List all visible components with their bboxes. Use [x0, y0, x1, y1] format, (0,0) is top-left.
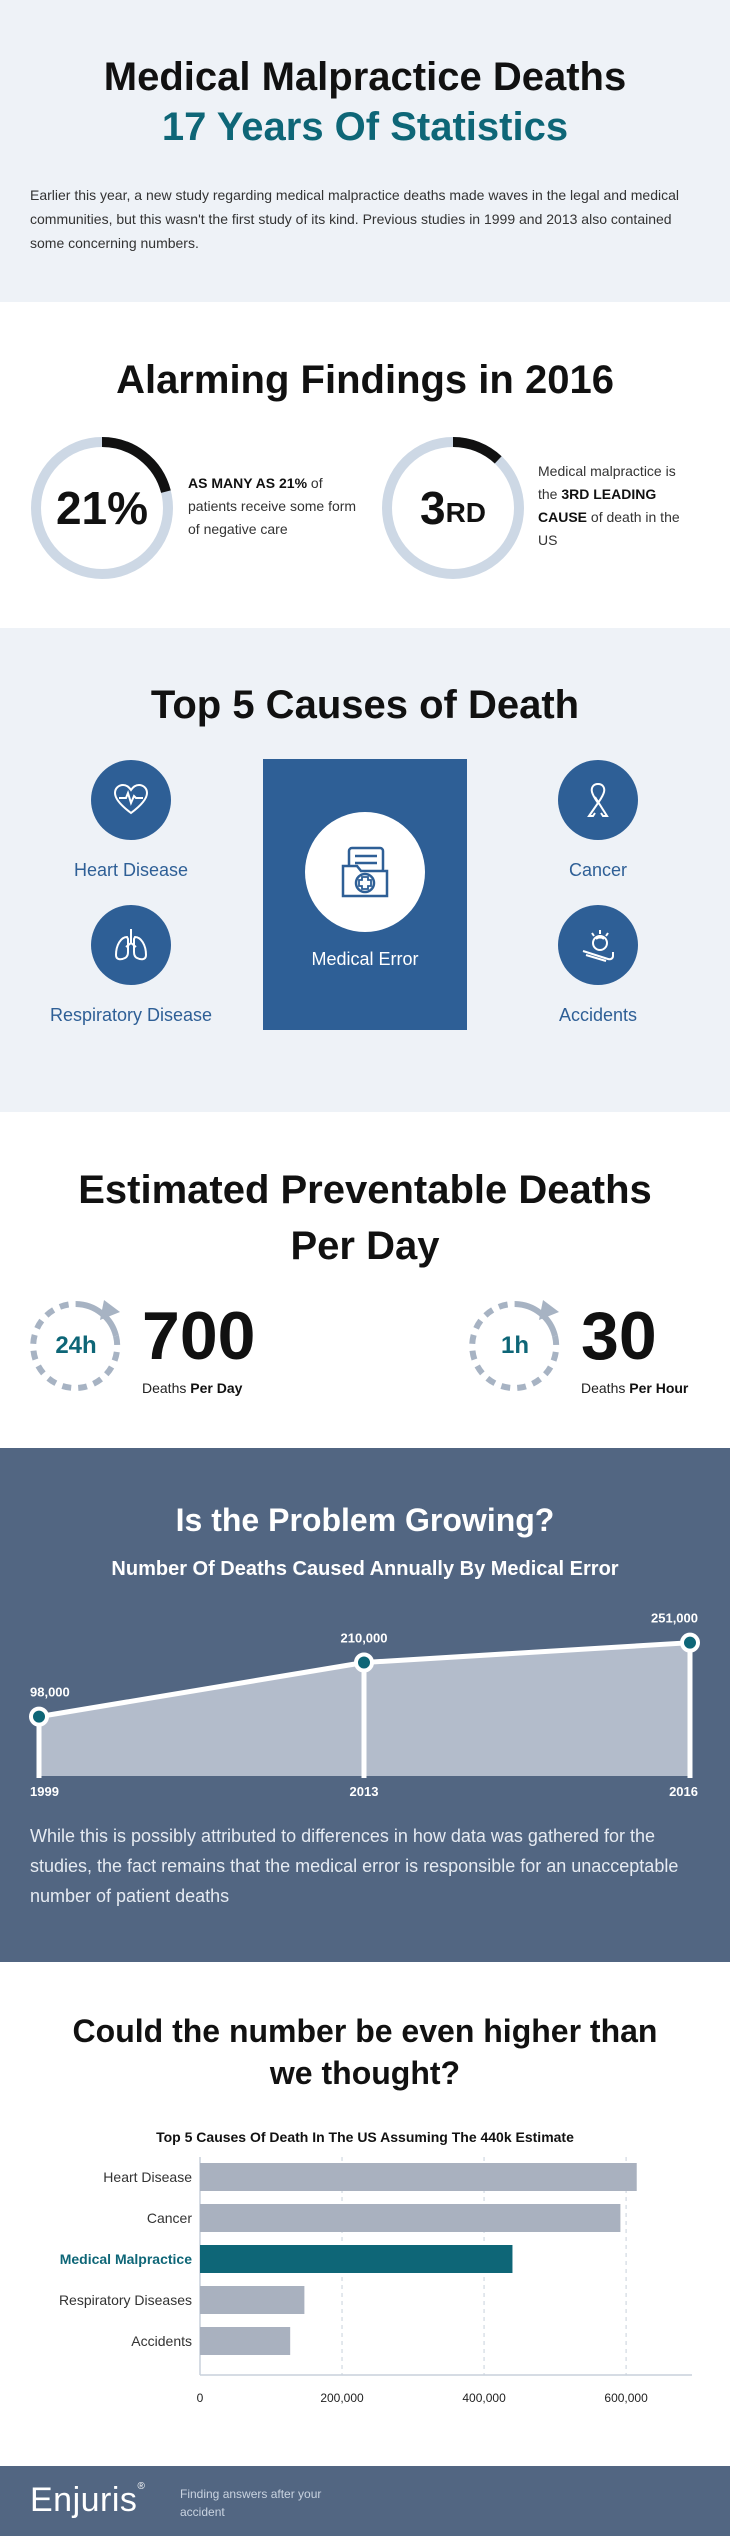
category-label: Medical Malpractice — [59, 2251, 192, 2267]
bar — [200, 2163, 637, 2191]
clock-label: 24h — [55, 1332, 97, 1359]
x-tick-label: 2016 — [669, 1784, 698, 1798]
page-title: Medical Malpractice Deaths — [103, 55, 627, 99]
ribbon-icon — [578, 780, 618, 820]
preventable-title: Estimated Preventable Deaths Per Day — [78, 1168, 652, 1268]
higher-section — [0, 1962, 730, 2466]
x-tick-label: 400,000 — [462, 2391, 506, 2405]
header-section — [0, 0, 730, 302]
cause-heart-disease — [31, 760, 231, 881]
category-label: Accidents — [131, 2333, 192, 2349]
clock-1h — [467, 1298, 563, 1394]
heart-pulse-icon — [111, 780, 151, 820]
category-label: Heart Disease — [103, 2169, 192, 2185]
causes-title: Top 5 Causes of Death — [150, 683, 580, 727]
accident-icon — [578, 925, 618, 965]
stat-ring-21-percent — [30, 436, 174, 580]
x-tick-label: 0 — [196, 2391, 204, 2405]
cause-label: Cancer — [568, 860, 628, 880]
bar — [200, 2204, 620, 2232]
preventable-section — [0, 1112, 730, 1448]
cause-cancer — [498, 760, 698, 881]
bar — [200, 2327, 290, 2355]
growing-title: Is the Problem Growing? — [175, 1502, 555, 1538]
findings-section — [0, 302, 730, 628]
cause-respiratory-disease — [31, 905, 231, 1026]
x-tick-label: 1999 — [30, 1784, 59, 1798]
category-label: Respiratory Diseases — [58, 2292, 192, 2308]
cause-accidents — [498, 905, 698, 1026]
x-tick-label: 2013 — [349, 1784, 379, 1798]
enjuris-logo[interactable]: Enjuris® — [30, 2481, 146, 2519]
x-tick-label: 200,000 — [320, 2391, 364, 2405]
data-label: 251,000 — [651, 1610, 698, 1626]
stat-ring-3rd — [381, 436, 525, 580]
data-point — [356, 1655, 372, 1671]
data-label: 210,000 — [340, 1630, 388, 1646]
finding-text-2: Medical malpractice is the 3RD LEADING CAUSE of death in the US — [538, 463, 680, 548]
deaths-per-hour-label: Deaths Per Hour — [581, 1380, 689, 1396]
causes-bar-chart — [0, 2157, 730, 2457]
data-point — [682, 1635, 698, 1651]
higher-title: Could the number be even higher than we thought? — [72, 2013, 658, 2091]
clock-24h — [28, 1298, 124, 1394]
footer — [0, 2466, 730, 2536]
clock-label: 1h — [500, 1332, 529, 1359]
finding-text-1: AS MANY AS 21% of patients receive some form of negative care — [188, 475, 357, 537]
bar-chart-title: Top 5 Causes Of Death In The US Assuming The 440k Estimate — [156, 2129, 574, 2145]
intro-text: Earlier this year, a new study regarding medical malpractice deaths made waves in the legal and medical communities, but this wasn't the first study of its kind. Previous studies in 1999 and 2013 also contained some concerning numbers. — [30, 187, 680, 251]
stat-value: 3 RD — [419, 482, 487, 534]
bar — [200, 2286, 304, 2314]
footer-tagline: Finding answers after your accident — [180, 2487, 322, 2519]
medical-record-icon — [335, 842, 395, 902]
growing-paragraph: While this is possibly attributed to differences in how data was gathered for the studies, the fact remains that the medical error is responsible for an unacceptable number of patient deaths — [30, 1826, 679, 1906]
deaths-area-chart — [0, 1598, 730, 1798]
growing-subtitle: Number Of Deaths Caused Annually By Medical Error — [111, 1558, 619, 1580]
causes-section — [0, 628, 730, 1112]
cause-label: Heart Disease — [73, 860, 189, 880]
cause-medical-error — [263, 759, 467, 1030]
category-label: Cancer — [146, 2210, 192, 2226]
cause-label: Accidents — [558, 1005, 638, 1025]
cause-label: Respiratory Disease — [49, 1005, 213, 1025]
stat-value: 21% — [55, 482, 149, 534]
growing-section — [0, 1448, 730, 1962]
findings-title: Alarming Findings in 2016 — [116, 358, 614, 402]
page-subtitle: 17 Years Of Statistics — [161, 105, 569, 149]
deaths-per-hour-number: 30 — [581, 1298, 657, 1374]
cause-label: Medical Error — [311, 949, 419, 969]
deaths-per-day-label: Deaths Per Day — [142, 1380, 243, 1396]
data-label: 98,000 — [30, 1684, 70, 1700]
bar — [200, 2245, 512, 2273]
deaths-per-day-number: 700 — [142, 1298, 256, 1374]
x-tick-label: 600,000 — [604, 2391, 648, 2405]
data-point — [31, 1709, 47, 1725]
lungs-icon — [111, 925, 151, 965]
